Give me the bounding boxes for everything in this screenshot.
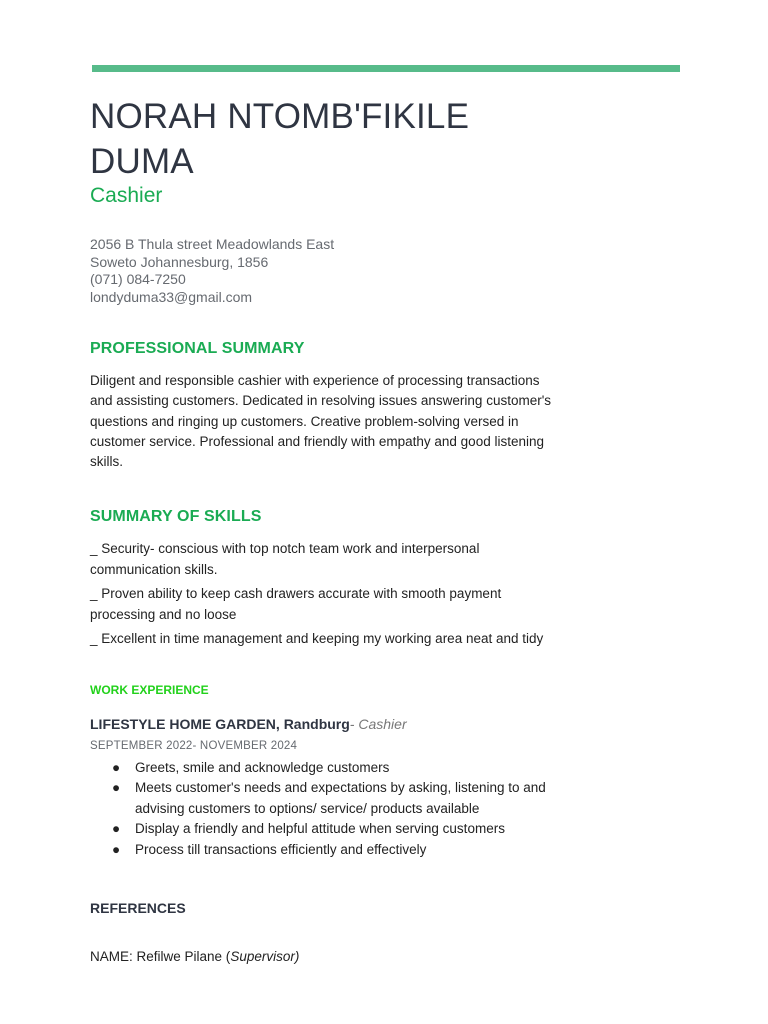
address-line-2: Soweto Johannesburg, 1856	[90, 253, 269, 270]
professional-summary-text: Diligent and responsible cashier with experience of processing transactions and assisting customers. Dedicated in resolving issues answering customer's questions and ringing up customers. Creative problem-solving versed in customer service. Professional and friendly with empathy and good listening skills.	[90, 373, 552, 470]
bullet-icon: ●	[112, 760, 121, 775]
skill-item: _ Excellent in time management and keeping my working area neat and tidy	[90, 631, 544, 646]
job-entry-header	[90, 716, 407, 732]
reference-role: Supervisor)	[230, 949, 300, 964]
email-address: londyduma33@gmail.com	[90, 288, 253, 305]
duty-item	[90, 840, 570, 860]
address-line-1: 2056 B Thula street Meadowlands East	[90, 236, 335, 252]
candidate-name-line-2: DUMA	[90, 142, 194, 181]
reference-entry	[90, 949, 299, 964]
candidate-name-line-1: NORAH NTOMB'FIKILE	[90, 97, 470, 136]
reference-label: NAME:	[90, 949, 137, 964]
references-heading: REFERENCES	[90, 900, 186, 916]
phone-number: (071) 084-7250	[90, 271, 186, 287]
job-position: Cashier	[358, 716, 407, 732]
candidate-name	[90, 94, 469, 184]
accent-bar	[92, 65, 680, 72]
duty-text: Meets customer's needs and expectations by asking, listening to and advising customers to options/ service/ products available	[135, 780, 546, 816]
duty-item	[90, 819, 570, 839]
duty-item	[90, 758, 570, 778]
job-dates: SEPTEMBER 2022- NOVEMBER 2024	[90, 740, 298, 752]
reference-name: Refilwe Pilane (	[136, 949, 231, 964]
contact-block	[90, 236, 334, 306]
bullet-icon: ●	[112, 841, 121, 857]
skills-heading: SUMMARY OF SKILLS	[90, 508, 262, 525]
duty-text: Process till transactions efficiently and effectively	[135, 841, 427, 857]
work-experience-heading: WORK EXPERIENCE	[90, 683, 209, 697]
duty-text: Display a friendly and helpful attitude when serving customers	[135, 821, 505, 837]
professional-summary-heading: PROFESSIONAL SUMMARY	[90, 340, 305, 357]
job-duties-list	[90, 758, 570, 860]
bullet-icon: ●	[112, 821, 121, 837]
skill-item: _ Proven ability to keep cash drawers accurate with smooth payment processing and no loose	[90, 586, 502, 622]
company-name: LIFESTYLE HOME GARDEN,	[90, 716, 280, 732]
duty-text: Greets, smile and acknowledge customers	[135, 760, 390, 775]
job-separator: -	[349, 716, 359, 732]
bullet-icon: ●	[112, 780, 121, 796]
skill-item: _ Security- conscious with top notch team work and interpersonal communication skills.	[90, 541, 480, 577]
company-location: Randburg	[283, 716, 350, 732]
duty-item	[90, 778, 570, 819]
job-title: Cashier	[90, 184, 163, 207]
